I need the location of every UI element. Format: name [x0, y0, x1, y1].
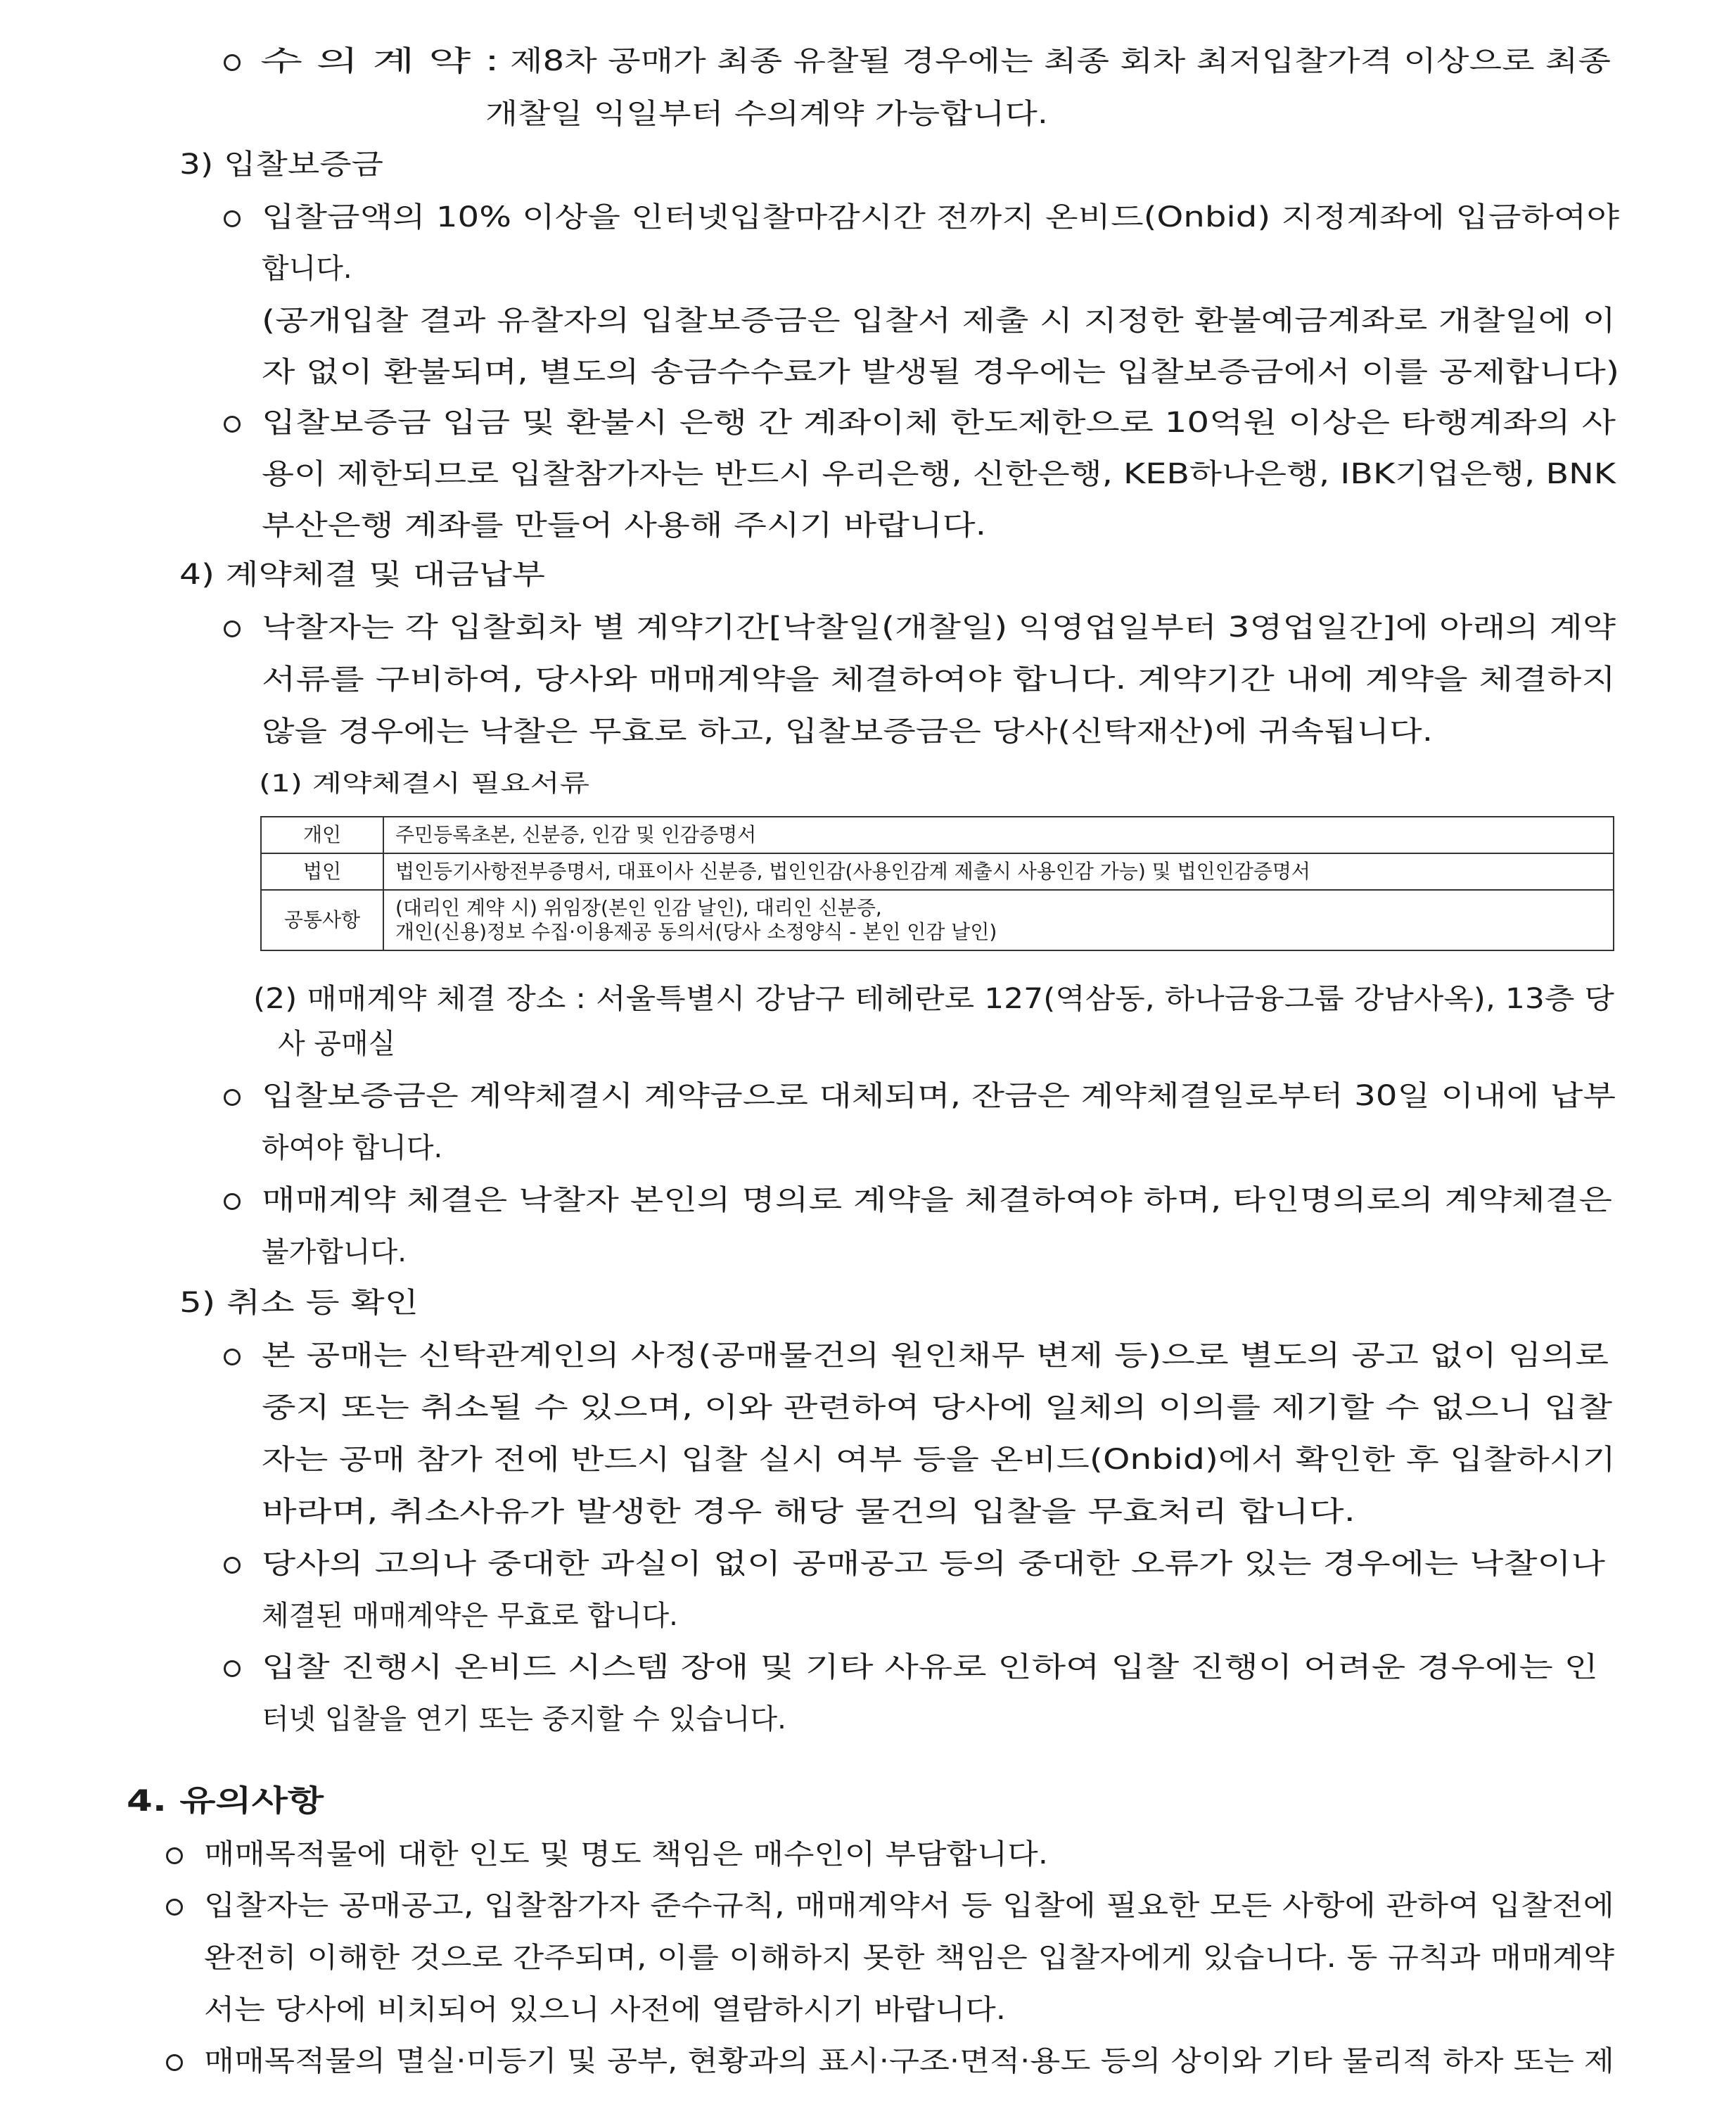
section-title: 4. 유의사항 — [127, 1783, 324, 1818]
text-line: 서는 당사에 비치되어 있으니 사전에 열람하시기 바랍니다. — [204, 1994, 1006, 2026]
bullet-icon — [224, 1660, 241, 1677]
text-line: 본 공매는 신탁관계인의 사정(공매물건의 원인채무 변제 등)으로 별도의 공고 없이 임의로 — [262, 1339, 1609, 1372]
table-cell-text: (대리인 계약 시) 위임장(본인 인감 날인), 대리인 신분증, — [395, 896, 882, 919]
bullet-icon — [166, 1847, 183, 1864]
text-line: (공개입찰 결과 유찰자의 입찰보증금은 입찰서 제출 시 지정한 환불예금계좌로 개찰일에 이 — [262, 305, 1616, 337]
bullet-icon — [224, 54, 241, 71]
text-line: 바라며, 취소사유가 발생한 경우 해당 물건의 입찰을 무효처리 합니다. — [262, 1496, 1355, 1528]
text-line: 제8차 공매가 최종 유찰될 경우에는 최종 회차 최저입찰가격 이상으로 최종 — [510, 45, 1611, 77]
bullet-icon — [224, 1349, 241, 1365]
table-cell — [383, 890, 1614, 950]
text-line: 개찰일 익일부터 수의계약 가능합니다. — [485, 98, 1048, 130]
bullet-icon — [224, 1089, 241, 1106]
text-line: 불가합니다. — [262, 1236, 407, 1268]
text-line: 중지 또는 취소될 수 있으며, 이와 관련하여 당사에 일체의 이의를 제기할 수 없으니 입찰 — [262, 1391, 1613, 1424]
table-row-header: 개인 — [261, 817, 383, 853]
negotiated-label: 수 의 계 약 : — [260, 45, 500, 77]
text-line: 낙찰자는 각 입찰회차 별 계약기간[낙찰일(개찰일) 익영업일부터 3영업일간]에 아래의 계약 — [262, 611, 1616, 644]
text-line: 자는 공매 참가 전에 반드시 입찰 실시 여부 등을 온비드(Onbid)에서 확인한 후 입찰하시기 — [262, 1444, 1616, 1476]
bullet-icon — [166, 2054, 183, 2071]
text-line: 당사의 고의나 중대한 과실이 없이 공매공고 등의 중대한 오류가 있는 경우에는 낙찰이나 — [262, 1548, 1605, 1580]
text-line: 매매계약 체결은 낙찰자 본인의 명의로 계약을 체결하여야 하며, 타인명의로의 계약체결은 — [262, 1184, 1613, 1216]
text-line: 서류를 구비하여, 당사와 매매계약을 체결하여야 합니다. 계약기간 내에 계약을 체결하지 — [262, 663, 1616, 696]
table-row-header: 법인 — [261, 853, 383, 890]
text-line: 입찰보증금 입금 및 환불시 은행 간 계좌이체 한도제한으로 10억원 이상은 타행계좌의 사 — [262, 407, 1616, 439]
section-heading: 5) 취소 등 확인 — [179, 1287, 419, 1319]
text-line: 매매목적물에 대한 인도 및 명도 책임은 매수인이 부담합니다. — [204, 1838, 1049, 1871]
bullet-icon — [224, 620, 241, 637]
text-line: 입찰 진행시 온비드 시스템 장애 및 기타 사유로 인하여 입찰 진행이 어려운 경우에는 인 — [262, 1651, 1599, 1683]
text-line: (2) 매매계약 체결 장소 : 서울특별시 강남구 테헤란로 127(역삼동, 하나금융그룹 강남사옥), 13층 당 — [253, 983, 1614, 1015]
text-line: 합니다. — [262, 253, 352, 285]
docs-subheading: (1) 계약체결시 필요서류 — [259, 770, 589, 798]
section-heading: 3) 입찰보증금 — [179, 148, 384, 181]
text-line: 입찰자는 공매공고, 입찰참가자 준수규칙, 매매계약서 등 입찰에 필요한 모든 사항에 관하여 입찰전에 — [204, 1890, 1614, 1922]
table-row — [261, 817, 1614, 853]
text-line: 사 공매실 — [278, 1028, 396, 1060]
table-cell-text: 법인등기사항전부증명서, 대표이사 신분증, 법인인감(사용인감계 제출시 사용인감 가능) 및 법인인감증명서 — [395, 860, 1310, 883]
table-row-header: 공통사항 — [261, 890, 383, 950]
text-line: 용이 제한되므로 입찰참가자는 반드시 우리은행, 신한은행, KEB하나은행, IBK기업은행, BNK — [262, 458, 1616, 490]
bullet-icon — [166, 1899, 183, 1916]
table-cell — [383, 817, 1614, 853]
text-line: 입찰보증금은 계약체결시 계약금으로 대체되며, 잔금은 계약체결일로부터 30일 이내에 납부 — [262, 1080, 1616, 1112]
bullet-icon — [224, 1193, 241, 1210]
table-cell-text: 개인(신용)정보 수집·이용제공 동의서(당사 소정양식 - 본인 인감 날인) — [395, 920, 997, 943]
table-row — [261, 853, 1614, 890]
text-line: 터넷 입찰을 연기 또는 중지할 수 있습니다. — [262, 1703, 786, 1735]
text-line: 입찰금액의 10% 이상을 인터넷입찰마감시간 전까지 온비드(Onbid) 지정계좌에 입금하여야 — [262, 201, 1619, 234]
bullet-icon — [224, 1557, 241, 1574]
text-line: 않을 경우에는 낙찰은 무효로 하고, 입찰보증금은 당사(신탁재산)에 귀속됩니다. — [262, 715, 1434, 748]
table-cell-text: 주민등록초본, 신분증, 인감 및 인감증명서 — [395, 823, 757, 846]
text-line: 매매목적물의 멸실·미등기 및 공부, 현황과의 표시·구조·면적·용도 등의 상이와 기타 물리적 하자 또는 제 — [204, 2045, 1614, 2077]
bullet-icon — [224, 416, 241, 433]
table-cell — [383, 853, 1614, 890]
required-documents-table — [260, 816, 1614, 951]
text-line: 부산은행 계좌를 만들어 사용해 주시기 바랍니다. — [262, 509, 987, 542]
table-row — [261, 890, 1614, 950]
text-line: 자 없이 환불되며, 별도의 송금수수료가 발생될 경우에는 입찰보증금에서 이를 공제합니다) — [262, 356, 1620, 388]
text-line: 완전히 이해한 것으로 간주되며, 이를 이해하지 못한 책임은 입찰자에게 있습니다. 동 규칙과 매매계약 — [204, 1942, 1615, 1974]
section-heading: 4) 계약체결 및 대금납부 — [179, 559, 546, 591]
text-line: 하여야 합니다. — [262, 1132, 443, 1164]
bullet-icon — [224, 210, 241, 227]
text-line: 체결된 매매계약은 무효로 합니다. — [262, 1600, 678, 1632]
